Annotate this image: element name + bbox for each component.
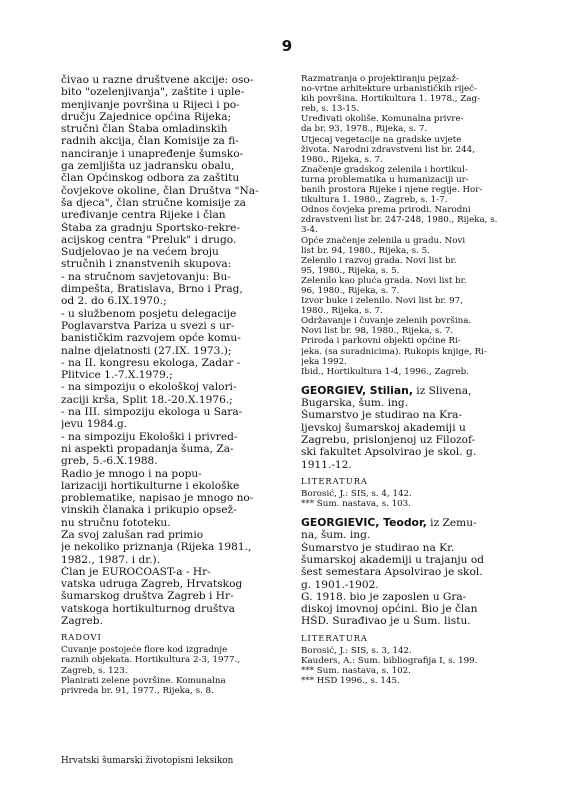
work-line: Zelenilo i razvoj grada. Novi list br. bbox=[301, 255, 457, 266]
text-line: nanciranje i unapređenje šumsko- bbox=[61, 147, 244, 160]
work-line: Opće značenje zelenila u gradu. Novi bbox=[301, 235, 466, 246]
text-line: HŠD. Surađivao je u Šum. listu. bbox=[301, 615, 471, 628]
text-line: Radio je mnogo i na popu- bbox=[61, 467, 202, 480]
entry-origin: iz Zemu- bbox=[426, 517, 477, 530]
literatura-heading: LITERATURA bbox=[301, 632, 368, 643]
text-line: - na III. simpoziju ekologa u Sara- bbox=[61, 406, 243, 419]
work-line: jeka. (sa suradnicima). Rukopis knjige, Ri- bbox=[301, 346, 487, 357]
text-line: Šumarstvo je studirao na Kr. bbox=[301, 541, 455, 554]
entry-name: GEORGIEV, Stilian, bbox=[301, 384, 413, 397]
text-line: 1982., 1987. i dr.). bbox=[61, 553, 161, 566]
text-line: greb, 5.-6.X.1988. bbox=[61, 455, 158, 468]
text-line: 1911.-12. bbox=[301, 458, 352, 471]
text-line: Za svoj zalušan rad primio bbox=[61, 528, 204, 541]
text-line: Bugarska, šum. ing. bbox=[301, 397, 409, 410]
text-line: ni aspekti propadanja šuma, Za- bbox=[61, 442, 234, 455]
literatura-heading: LITERATURA bbox=[301, 475, 368, 486]
work-line: Značenje gradskog zelenila i hortikul- bbox=[301, 164, 468, 175]
text-line: Šumarstvo je studirao na Kra- bbox=[301, 409, 463, 422]
text-line: nu stručnu fototeku. bbox=[61, 516, 171, 529]
work-line: Ibid., Hortikultura 1-4, 1996., Zagreb. bbox=[301, 366, 469, 377]
page-number: 9 bbox=[281, 37, 293, 55]
text-line: bito "ozelenjivanja", zaštite i uple- bbox=[61, 86, 245, 99]
text-line: uređivanje centra Rijeke i član bbox=[61, 209, 226, 222]
text-line: šumarskoj akademiji u trajanju od bbox=[301, 553, 485, 566]
text-line: ša djeca", član stručne komisije za bbox=[61, 196, 246, 209]
text-line: acijskog centra "Preluk" i drugo. bbox=[61, 233, 237, 246]
running-footer: Hrvatski šumarski životopisni leksikon bbox=[61, 756, 234, 766]
work-line: 96, 1980., Rijeka, s. 7. bbox=[301, 285, 400, 296]
work-line: banih prostora Rijeke i njene regije. Hor- bbox=[301, 185, 483, 196]
entry-text-georgiev-stilian bbox=[301, 397, 527, 471]
literature-list bbox=[301, 646, 527, 686]
work-line: jeka 1992. bbox=[301, 356, 347, 367]
work-line: 95, 1980., Rijeka, s. 5. bbox=[301, 265, 400, 276]
work-line: list br. 94, 1980., Rijeka, s. 5. bbox=[301, 245, 430, 256]
work-line: 1980., Rijeka, s. 7. bbox=[301, 306, 383, 317]
text-line: - na II. kongresu ekologa, Zadar - bbox=[61, 356, 241, 369]
text-line: ljevskoj šumarskoj akademiji u bbox=[301, 421, 466, 434]
text-line: jevu 1984.g. bbox=[61, 418, 128, 431]
work-line: Zagreb, s. 123. bbox=[61, 665, 128, 676]
literature-line: *** HŠD 1996., s. 145. bbox=[301, 676, 400, 687]
text-line: član Općinskog odbora za zaštitu bbox=[61, 172, 240, 185]
work-line: Čuvanje postojeće flore kod izgradnje bbox=[61, 645, 228, 656]
text-line: šumarskog društva Zagreb i Hr- bbox=[61, 590, 234, 603]
work-line: zdravstveni list br. 247-248, 1980., Rijeka, s. bbox=[301, 215, 498, 226]
work-line: 1980., Rijeka, s. 7. bbox=[301, 154, 383, 165]
work-line: Održavanje i čuvanje zelenih površina. bbox=[301, 316, 472, 327]
text-line: radnih akcija, član Komisije za fi- bbox=[61, 135, 239, 148]
entry-heading-georgievic-teodor bbox=[301, 517, 527, 529]
text-line: - na simpoziju o ekološkoj valori- bbox=[61, 381, 237, 394]
work-line: Priroda i parkovni objekti općine Ri- bbox=[301, 336, 461, 347]
work-line: Utjecaj vegetacije na gradske uvjete bbox=[301, 134, 462, 145]
text-line: na, šum. ing. bbox=[301, 529, 371, 542]
work-line: Razmatranja o projektiranju pejzaž- bbox=[301, 74, 459, 84]
text-line: larizaciji hortikulturne i ekološke bbox=[61, 479, 240, 492]
text-line: zaciji krša, Split 18.-20.X.1976.; bbox=[61, 393, 233, 406]
right-column bbox=[301, 74, 527, 686]
work-line: raznih objekata. Hortikultura 2-3, 1977., bbox=[61, 655, 241, 666]
literature-line: Borosić, J.: ŠIS, s. 3, 142. bbox=[301, 645, 412, 656]
text-line: G. 1918. bio je zaposlen u Gra- bbox=[301, 590, 467, 603]
work-line: Uređivati okoliše. Komunalna privre- bbox=[301, 114, 464, 125]
work-line: turna problematika u humanizaciji ur- bbox=[301, 174, 469, 185]
work-line: da br. 93, 1978., Rijeka, s. 7. bbox=[301, 124, 428, 135]
work-line: kih površina. Hortikultura 1. 1978., Zag- bbox=[301, 94, 480, 105]
text-line: vatskoga hortikulturnog društva bbox=[61, 602, 235, 615]
radovi-heading: RADOVI bbox=[61, 632, 102, 643]
entry-heading-georgiev-stilian bbox=[301, 385, 527, 397]
text-line: Plitvice 1.-7.X.1979.; bbox=[61, 369, 173, 382]
work-line: privreda br. 91, 1977., Rijeka, s. 8. bbox=[61, 685, 214, 696]
literature-line: *** Šum. nastava, s. 102. bbox=[301, 665, 411, 676]
text-line: - na simpoziju Ekološki i privred- bbox=[61, 430, 238, 443]
text-line: vatska udruga Zagreb, Hrvatskog bbox=[61, 578, 243, 591]
work-line: tikultura 1. 1980., Zagreb, s. 1-7. bbox=[301, 195, 448, 206]
text-line: stručni član Štaba omladinskih bbox=[61, 123, 228, 136]
biography-text bbox=[61, 74, 287, 627]
text-line: Zagrebu, prislonjenoj uz Filozof- bbox=[301, 434, 476, 446]
text-line: Zagreb. bbox=[61, 615, 103, 628]
entry-text-georgievic-teodor bbox=[301, 529, 527, 627]
works-list-continued bbox=[301, 74, 527, 377]
text-line: šest semestara Apsolvirao je skol. bbox=[301, 566, 483, 579]
work-line: Zelenilo kao pluća grada. Novi list br. bbox=[301, 275, 467, 286]
work-line: Odnos čovjeka prema prirodi. Narodni bbox=[301, 205, 471, 216]
literature-line: Borosić, J.: ŠIS, s. 4, 142. bbox=[301, 488, 412, 499]
work-line: života. Narodni zdravstveni list br. 244, bbox=[301, 144, 475, 155]
text-line: ga zemljišta uz jadransku obalu, bbox=[61, 160, 235, 173]
literature-line: Kauders, A.: Šum. bibliografija I, s. 199. bbox=[301, 655, 478, 666]
text-line: Poglavarstva Pariza u svezi s ur- bbox=[61, 319, 235, 332]
text-line: banističkim razvojem opće komu- bbox=[61, 332, 241, 345]
entry-name: GEORGIEVIĆ, Teodor, bbox=[301, 517, 427, 530]
text-line: stručnih i znanstvenih skupova: bbox=[61, 258, 232, 271]
text-line: od 2. do 6.IX.1970.; bbox=[61, 295, 167, 308]
text-line: - u službenom posjetu delegacije bbox=[61, 307, 237, 320]
work-line: Novi list br. 98, 1980., Rijeka, s. 7. bbox=[301, 326, 454, 337]
text-line: dimpešta, Bratislava, Brno i Prag, bbox=[61, 283, 243, 296]
work-line: no-vrtne arhitekture urbanističkih riječ- bbox=[301, 84, 477, 95]
literature-list bbox=[301, 489, 527, 509]
work-line: Izvor buke i zelenilo. Novi list br. 97, bbox=[301, 296, 463, 307]
text-line: menjivanje površina u Rijeci i po- bbox=[61, 98, 240, 111]
text-line: g. 1901.-1902. bbox=[301, 578, 379, 591]
text-line: Član je EUROCOAST-a - Hr- bbox=[61, 565, 211, 578]
text-line: čovjekove okoline, član Društva "Na- bbox=[61, 184, 259, 197]
text-line: diskoj imovnoj općini. Bio je član bbox=[301, 603, 478, 616]
work-line: reb, s. 13-15. bbox=[301, 104, 360, 115]
text-line: nalne djelatnosti (27.IX. 1973.); bbox=[61, 344, 232, 357]
text-line: Štaba za gradnju Sportsko-rekre- bbox=[61, 221, 241, 234]
text-line: čivao u razne društvene akcije: oso- bbox=[61, 74, 254, 86]
entry-origin: iz Slivena, bbox=[412, 384, 472, 397]
literature-line: *** Šum. nastava, s. 103. bbox=[301, 498, 411, 509]
work-line: Planirati zelene površine. Komunalna bbox=[61, 675, 226, 686]
text-line: problematike, napisao je mnogo no- bbox=[61, 492, 254, 505]
text-line: ski fakultet Apsolvirao je skol. g. bbox=[301, 446, 477, 459]
text-line: dručju Zajednice općina Rijeka; bbox=[61, 110, 232, 123]
text-line: - na stručnom savjetovanju: Bu- bbox=[61, 270, 231, 283]
text-line: Sudjelovao je na većem broju bbox=[61, 246, 219, 259]
text-line: je nekoliko priznanja (Rijeka 1981., bbox=[61, 541, 252, 554]
work-line: 3-4. bbox=[301, 225, 318, 236]
text-line: vinskih članaka i prikupio opsež- bbox=[61, 504, 237, 517]
works-list bbox=[61, 645, 287, 695]
left-column bbox=[61, 74, 287, 696]
